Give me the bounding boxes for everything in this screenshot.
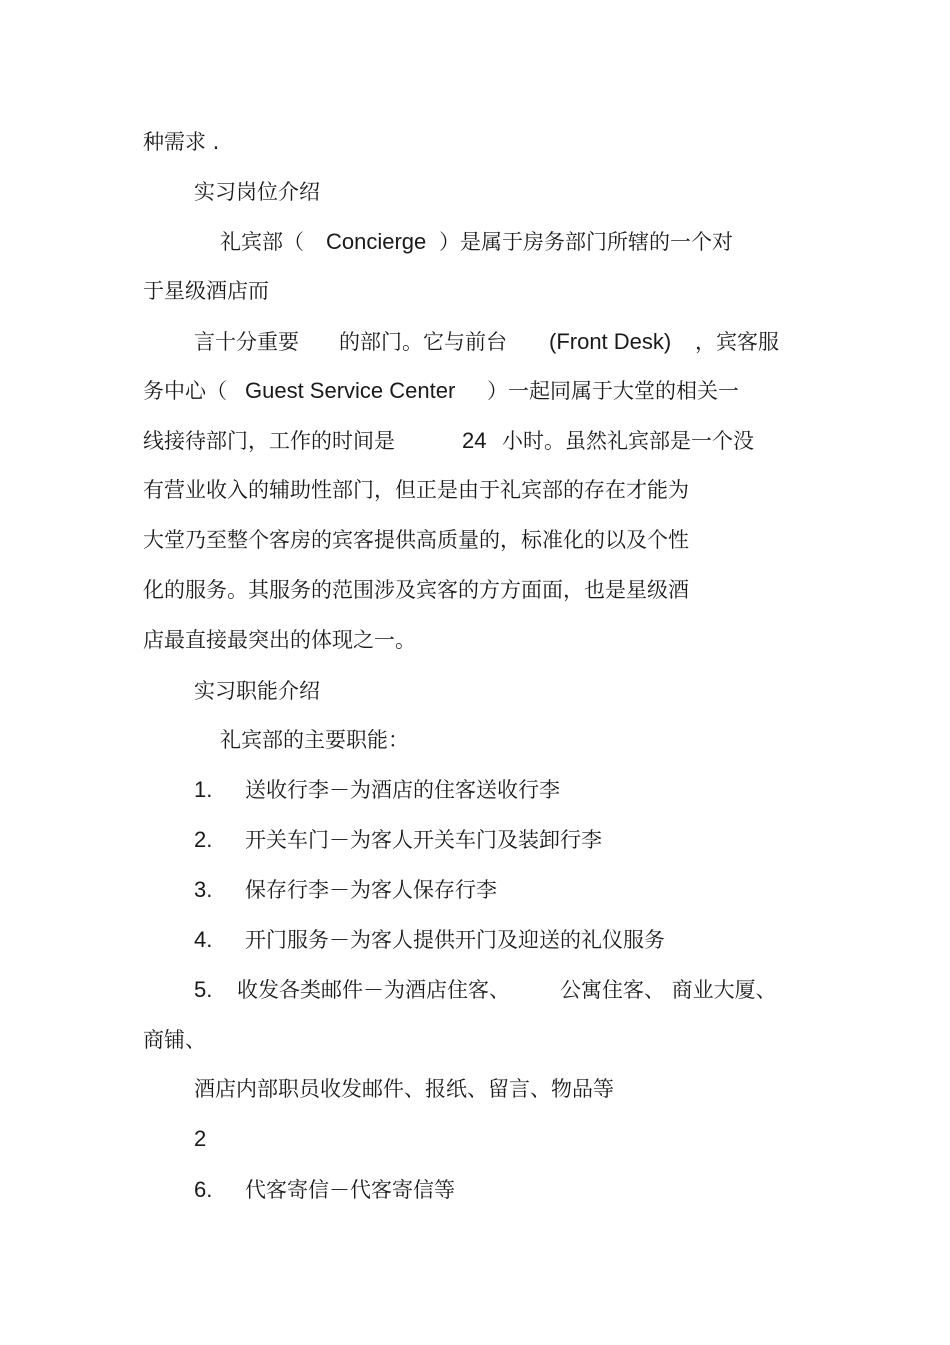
list-item-number: 6. (194, 1177, 213, 1202)
list-item-text: 开门服务－为客人提供开门及迎送的礼仪服务 (245, 928, 665, 952)
paragraph-tail: 种需求 . (143, 130, 220, 154)
list-item-number: 3. (194, 877, 213, 902)
list-item-text: 公寓住客、 商业大厦、 (560, 978, 777, 1002)
page-number: 2 (194, 1126, 207, 1151)
text-segment: ）一起同属于大堂的相关一 (487, 379, 739, 403)
text-segment-english: Guest Service Center (245, 378, 456, 403)
list-item-text: 商铺、 (143, 1028, 206, 1052)
text-segment-english: (Front Desk) (549, 329, 672, 354)
list-item-text: 送收行李－为酒店的住客送收行李 (245, 778, 560, 802)
list-item-text: 代客寄信－代客寄信等 (245, 1178, 455, 1202)
section-heading-internship-functions: 实习职能介绍 (194, 679, 320, 703)
text-segment: 务中心（ (143, 379, 227, 403)
text-segment: 有营业收入的辅助性部门，但正是由于礼宾部的存在才能为 (143, 478, 689, 502)
list-intro: 礼宾部的主要职能： (220, 728, 409, 752)
list-item-number: 5. (194, 977, 213, 1002)
text-segment: 线接待部门，工作的时间是 (143, 429, 395, 453)
text-segment: 店最直接最突出的体现之一。 (143, 628, 416, 652)
list-item-text: 收发各类邮件－为酒店住客、 (237, 978, 510, 1002)
text-segment: 大堂乃至整个客房的宾客提供高质量的，标准化的以及个性 (143, 528, 689, 552)
text-segment: 礼宾部（ (220, 230, 304, 254)
text-segment: 的部门。它与前台 (339, 330, 507, 354)
text-segment: 化的服务。其服务的范围涉及宾客的方方面面，也是星级酒 (143, 578, 689, 602)
text-segment: ，宾客服 (695, 330, 779, 354)
list-item-text: 保存行李－为客人保存行李 (245, 878, 497, 902)
text-segment: 于星级酒店而 (143, 279, 269, 303)
text-segment-number: 24 (462, 428, 487, 453)
text-segment: 言十分重要 (194, 330, 299, 354)
list-item-number: 2. (194, 827, 213, 852)
text-segment: 小时。虽然礼宾部是一个没 (502, 429, 754, 453)
section-heading-internship-position: 实习岗位介绍 (194, 180, 320, 204)
list-item-number: 4. (194, 927, 213, 952)
list-item-text: 开关车门－为客人开关车门及装卸行李 (245, 828, 602, 852)
text-segment: ）是属于房务部门所辖的一个对 (439, 230, 733, 254)
text-segment-english: Concierge (326, 229, 427, 254)
list-item-text: 酒店内部职员收发邮件、报纸、留言、物品等 (194, 1077, 614, 1101)
list-item-number: 1. (194, 777, 213, 802)
